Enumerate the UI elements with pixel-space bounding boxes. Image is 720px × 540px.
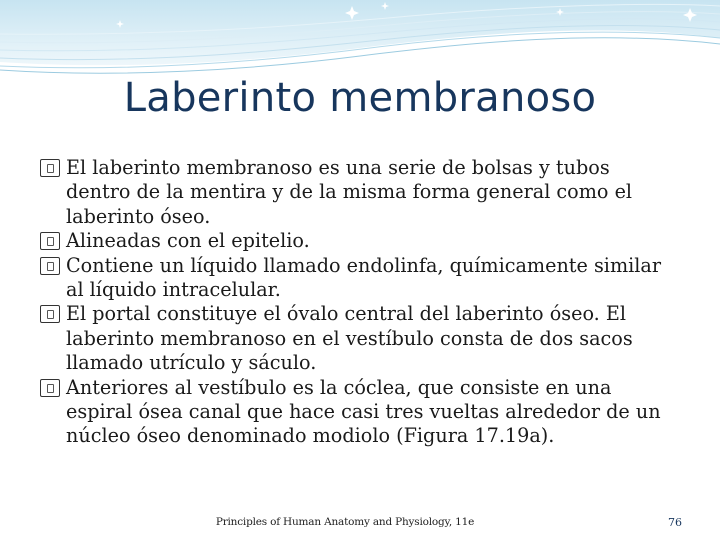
- box-bullet-icon: [40, 305, 60, 323]
- bullet-item: [40, 156, 680, 229]
- slide-footer: [0, 516, 720, 532]
- box-bullet-icon: [40, 159, 60, 177]
- bullet-text: El portal constituye el óvalo central del laberinto óseo. El laberinto membranoso en el vestíbulo consta de dos sacos llamado utrículo y sáculo.: [66, 302, 633, 375]
- box-bullet-icon: [40, 232, 60, 250]
- bullet-text: Contiene un líquido llamado endolinfa, químicamente similar al líquido intracelular.: [66, 253, 662, 302]
- bullet-item: [40, 254, 680, 303]
- wave-background: [0, 0, 720, 82]
- slide-title: Laberinto membranoso: [123, 75, 597, 121]
- bullet-item: [40, 376, 680, 449]
- bullet-item: [40, 229, 680, 253]
- bullet-text: Anteriores al vestíbulo es la cóclea, que consiste en una espiral ósea canal que hace casi tres vueltas alrededor de un núcleo óseo denominado modiolo (Figura 17.19a).: [66, 375, 661, 448]
- bullet-item: [40, 302, 680, 375]
- bullet-text: El laberinto membranoso es una serie de bolsas y tubos dentro de la mentira y de la misma forma general como el laberinto óseo.: [66, 156, 633, 228]
- page-number: 76: [668, 516, 682, 529]
- box-bullet-icon: [40, 257, 60, 275]
- header-wave-decoration: [0, 0, 720, 82]
- bullet-list: [40, 156, 680, 449]
- box-bullet-icon: [40, 379, 60, 397]
- footer-citation: Principles of Human Anatomy and Physiology, 11e: [215, 516, 475, 528]
- bullet-text: Alineadas con el epitelio.: [66, 229, 310, 253]
